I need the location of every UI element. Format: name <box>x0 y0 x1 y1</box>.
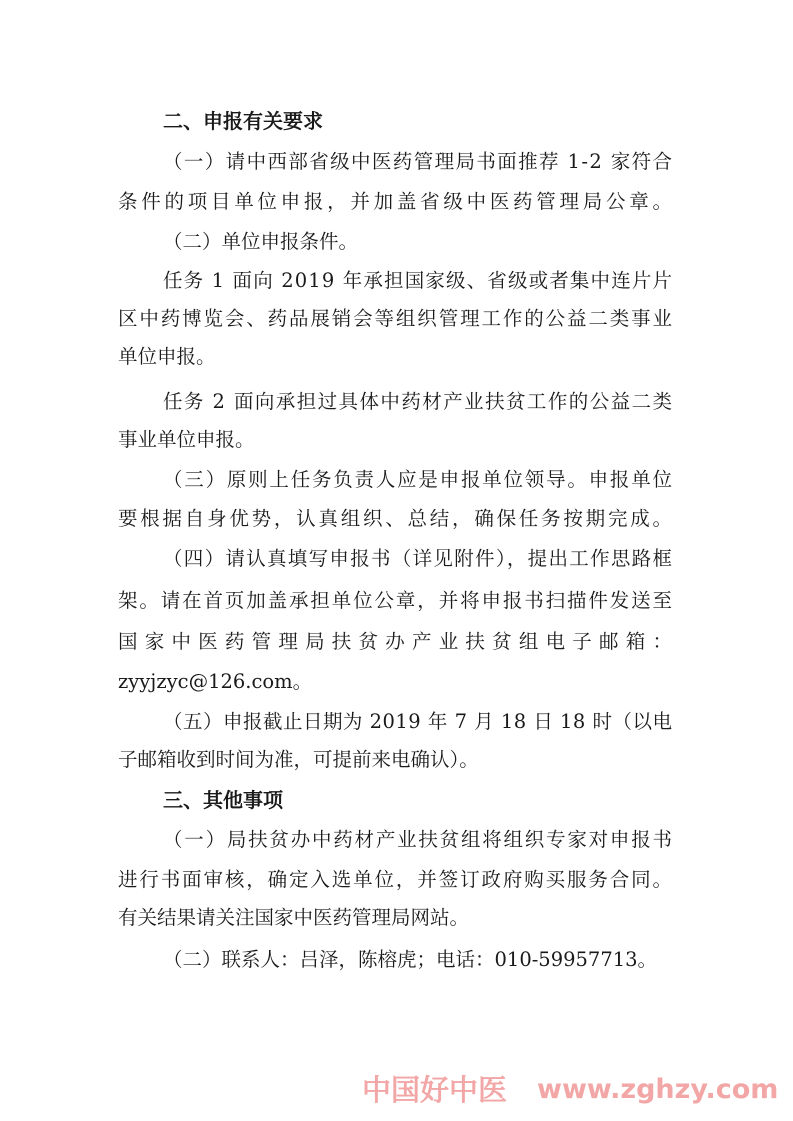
paragraph-line: 任务 2 面向承担过具体中药材产业扶贫工作的公益二类 <box>163 390 674 413</box>
email-address: zyyjzyc@126.com。 <box>118 670 313 693</box>
watermark-logo-text: 中国好中医 <box>362 1073 508 1107</box>
paragraph-line: 要根据自身优势，认真组织、总结，确保任务按期完成。 <box>118 507 675 530</box>
paragraph-line: 进行书面审核，确定入选单位，并签订政府购买服务合同。 <box>118 868 674 891</box>
paragraph-line: 区中药博览会、药品展销会等组织管理工作的公益二类事业 <box>118 307 674 330</box>
paragraph-line: 单位申报。 <box>118 345 216 368</box>
section-heading-requirements: 二、申报有关要求 <box>163 109 323 133</box>
paragraph-line: 国家中医药管理局扶贫办产业扶贫组电子邮箱： <box>118 630 680 653</box>
paragraph-line: 架。请在首页加盖承担单位公章，并将申报书扫描件发送至 <box>118 589 674 612</box>
paragraph-line: （二）单位申报条件。 <box>163 230 359 253</box>
paragraph-line: 事业单位申报。 <box>118 428 255 451</box>
paragraph-line: （一）请中西部省级中医药管理局书面推荐 1-2 家符合 <box>163 150 674 173</box>
paragraph-line: （一）局扶贫办中药材产业扶贫组将组织专家对申报书 <box>163 828 674 851</box>
watermark-url: www.zghzy.com <box>537 1074 779 1105</box>
paragraph-line: （四）请认真填写申报书（详见附件），提出工作思路框 <box>163 547 674 570</box>
paragraph-line: 条件的项目单位申报，并加盖省级中医药管理局公章。 <box>118 190 676 213</box>
paragraph-line: 有关结果请关注国家中医药管理局网站。 <box>118 906 470 929</box>
contact-line: （二）联系人：吕泽，陈榕虎；电话：010-59957713。 <box>163 948 658 971</box>
paragraph-line: （三）原则上任务负责人应是申报单位领导。申报单位 <box>163 468 674 491</box>
paragraph-line: （五）申报截止日期为 2019 年 7 月 18 日 18 时（以电 <box>163 710 673 733</box>
paragraph-line: 任务 1 面向 2019 年承担国家级、省级或者集中连片片 <box>163 269 674 292</box>
section-heading-other-matters: 三、其他事项 <box>163 788 283 812</box>
paragraph-line: 子邮箱收到时间为准，可提前来电确认）。 <box>118 748 479 771</box>
